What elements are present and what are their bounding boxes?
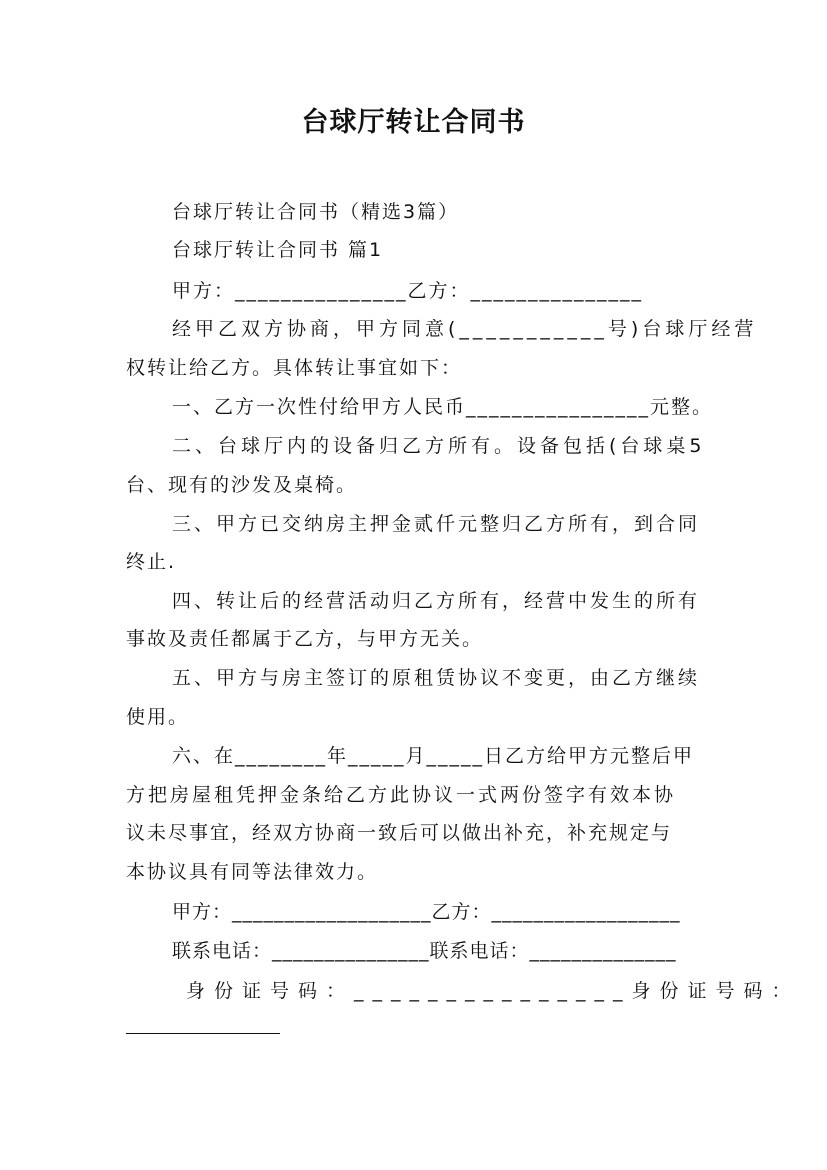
party-b-label: 乙方： xyxy=(407,280,471,302)
clause-4-line-1: 四、转让后的经营活动归乙方所有，经营中发生的所有 xyxy=(172,590,701,612)
party-a-label: 甲方： xyxy=(172,280,236,302)
clause-6-line-2: 方把房屋租凭押金条给乙方此协议一式两份签字有效本协 xyxy=(126,784,677,806)
signature-underline xyxy=(126,1033,280,1034)
id-number-line: 身份证号码：_______________身份证号码： xyxy=(186,980,800,1002)
intro-line-1: 经甲乙双方协商，甲方同意(___________号)台球厅经营 xyxy=(172,318,758,340)
intro-line-2: 权转让给乙方。具体转让事宜如下： xyxy=(126,357,463,379)
clause-5-line-2: 使用。 xyxy=(126,706,190,728)
clause-6-line-1: 六、在________年_____月_____日乙方给甲方元整后甲 xyxy=(172,745,695,767)
clause-6-line-4: 本协议具有同等法律效力。 xyxy=(126,861,379,883)
clause-6-line-3: 议未尽事宜，经双方协商一致后可以做出补充，补充规定与 xyxy=(126,822,673,844)
clause-2-line-1: 二、台球厅内的设备归乙方所有。设备包括(台球桌5 xyxy=(172,435,706,457)
phone-line: 联系电话：_______________联系电话：______________ xyxy=(172,940,677,962)
signature-parties: 甲方：___________________乙方：__________________ xyxy=(172,901,681,923)
clause-4-line-2: 事故及责任都属于乙方，与甲方无关。 xyxy=(126,628,484,650)
clause-3-line-2: 终止. xyxy=(126,551,177,573)
party-line xyxy=(172,278,643,304)
document-title: 台球厅转让合同书 xyxy=(301,107,526,138)
section-heading: 台球厅转让合同书 篇1 xyxy=(172,239,384,261)
clause-2-line-2: 台、现有的沙发及桌椅。 xyxy=(126,474,358,496)
document-subtitle: 台球厅转让合同书（精选3篇） xyxy=(172,201,460,223)
clause-1: 一、乙方一次性付给甲方人民币________________元整。 xyxy=(172,396,714,418)
party-b-blank: _______________ xyxy=(470,280,644,302)
party-a-blank: _______________ xyxy=(235,280,408,302)
clause-5-line-1: 五、甲方与房主签订的原租赁协议不变更，由乙方继续 xyxy=(172,667,701,689)
clause-3-line-1: 三、甲方已交纳房主押金贰仟元整归乙方所有，到合同 xyxy=(172,513,701,535)
